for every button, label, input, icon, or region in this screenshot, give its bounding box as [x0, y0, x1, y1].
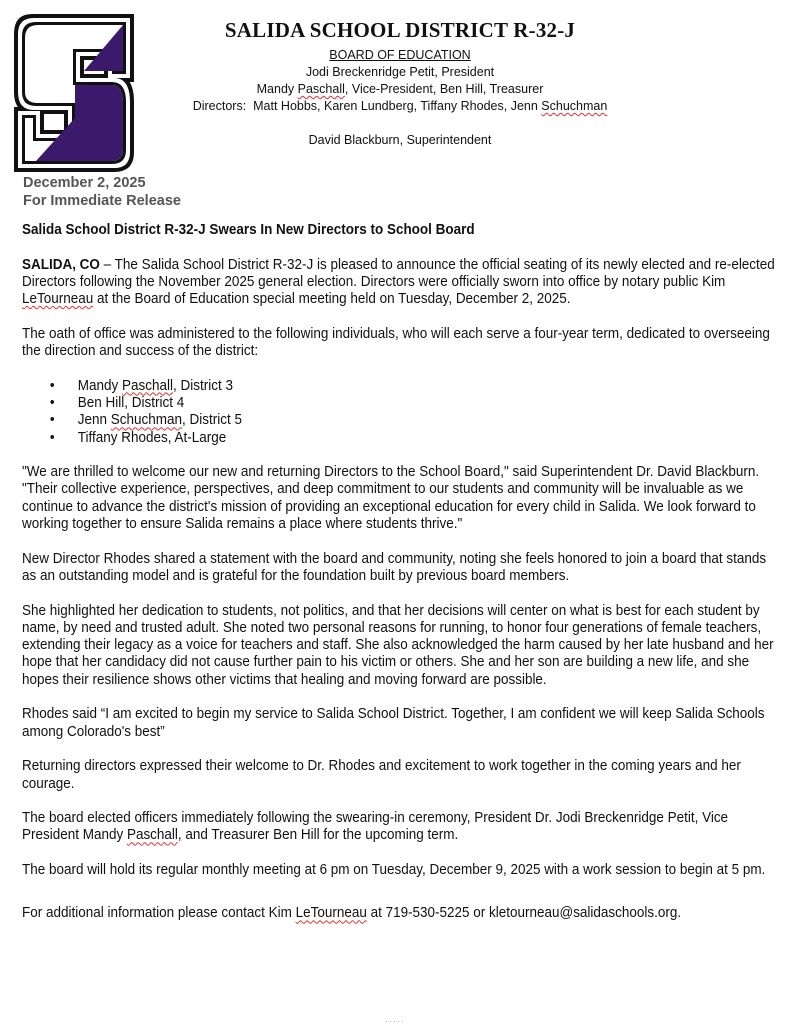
spellcheck-word: Paschall — [122, 377, 174, 394]
paragraph-rhodes-priorities: She highlighted her dedication to students, not politics, and that her decisions will center on what is best for each student by name, by need and trusted adult. She noted two personal reasons for running, to honor four generations of female teachers, extending their legacy as a voice for teachers and staff. She also acknowledged the harm caused by her late husband and her hope that her candidacy did not cause further pain to his victim or others. She and her son are building a new life, and she hopes their resilience shows other victims that healing and moving forward are possible. — [22, 602, 774, 688]
director-name: Tiffany Rhodes, At-Large — [77, 429, 227, 446]
spellcheck-word: Schuchman — [110, 412, 183, 429]
vp-treasurer-line — [180, 81, 620, 98]
paragraph-intro — [22, 257, 777, 309]
bullet-icon: • — [49, 377, 55, 394]
spellcheck-word: Paschall — [126, 827, 178, 844]
list-item — [22, 378, 777, 395]
article-headline: Salida School District R-32-J Swears In New Directors to School Board — [22, 222, 475, 238]
list-item — [22, 395, 777, 412]
vp-text: Mandy — [256, 82, 298, 96]
contact-text-rest: at 719-530-5225 or kletourneau@salidaschools.org. — [366, 905, 682, 922]
intro-text: – The Salida School District R-32-J is pleased to announce the official seating of its newly elected and re-elected Directors following the November 2025 general election. Directors were officially sworn into office by notary public Kim — [22, 256, 775, 290]
bullet-icon: • — [49, 412, 55, 429]
paragraph-contact — [22, 905, 777, 922]
salida-s-logo — [12, 12, 136, 174]
superintendent-line: David Blackburn, Superintendent — [308, 133, 492, 147]
director-district: , District 3 — [173, 377, 233, 394]
article-body — [22, 222, 782, 940]
spellcheck-word: LeTourneau — [295, 905, 367, 922]
paragraph-superintendent-quote: "We are thrilled to welcome our new and returning Directors to the School Board," said Superintendent Dr. David Blackburn. "Their collective experience, perspectives, and deep commitment to our students and community will be invaluable as we continue to advance the district's mission of providing an exceptional education for every child in Salida. We look forward to working together to ensure Salida remains a place where students thrive." — [22, 464, 760, 533]
board-heading: BOARD OF EDUCATION — [329, 48, 471, 62]
paragraph-meeting: The board will hold its regular monthly meeting at 6 pm on Tuesday, December 9, 2025 with a work session to begin at 5 pm. — [22, 861, 766, 878]
directors-text: Directors: Matt Hobbs, Karen Lundberg, Tiffany Rhodes, Jenn — [192, 99, 542, 113]
spellcheck-word: Paschall — [297, 82, 345, 96]
spellcheck-word: Schuchman — [541, 99, 608, 113]
letterhead — [180, 18, 620, 149]
end-mark: ····· — [385, 1016, 405, 1026]
list-item — [22, 412, 777, 429]
spellcheck-word: LeTourneau — [22, 291, 94, 308]
intro-text-rest: at the Board of Education special meeting held on Tuesday, December 2, 2025. — [93, 291, 571, 308]
dateline — [23, 174, 181, 210]
paragraph-rhodes-quote: Rhodes said “I am excited to begin my service to Salida School District. Together, I am confident we will keep Salida Schools among Colorado's best” — [22, 706, 765, 740]
president-line: Jodi Breckenridge Petit, President — [305, 65, 495, 79]
bullet-icon: • — [49, 394, 55, 411]
directors-list — [22, 378, 777, 447]
release-type: For Immediate Release — [23, 193, 181, 209]
contact-text: For additional information please contact Kim — [22, 905, 296, 922]
directors-line — [160, 98, 640, 115]
officers-text: The board elected officers immediately following the swearing-in ceremony, President Dr. Jodi Breckenridge Petit, Vice President Mandy — [22, 810, 729, 844]
director-name: Ben Hill, District 4 — [77, 394, 185, 411]
vp-text-rest: , Vice-President, Ben Hill, Treasurer — [344, 82, 544, 96]
paragraph-returning-directors: Returning directors expressed their welcome to Dr. Rhodes and excitement to work together in the coming years and her courage. — [22, 758, 741, 792]
list-item — [22, 430, 777, 447]
release-date: December 2, 2025 — [23, 175, 146, 191]
paragraph-rhodes-statement: New Director Rhodes shared a statement with the board and community, noting she feels honored to join a board that stands as an outstanding model and is grateful for the foundation built by previous board members. — [22, 550, 767, 584]
paragraph-officers — [22, 810, 777, 845]
s-logo-icon — [12, 12, 136, 174]
location-lead: SALIDA, CO — [22, 256, 100, 273]
director-name: Jenn — [77, 412, 111, 429]
paragraph-oath: The oath of office was administered to the following individuals, who will each serve a four-year term, dedicated to overseeing the direction and success of the district: — [22, 325, 770, 360]
district-title: SALIDA SCHOOL DISTRICT R-32-J — [224, 18, 576, 42]
director-district: , District 5 — [182, 412, 242, 429]
officers-text-rest: , and Treasurer Ben Hill for the upcoming term. — [177, 827, 459, 844]
director-name: Mandy — [77, 377, 123, 394]
bullet-icon: • — [49, 429, 55, 446]
